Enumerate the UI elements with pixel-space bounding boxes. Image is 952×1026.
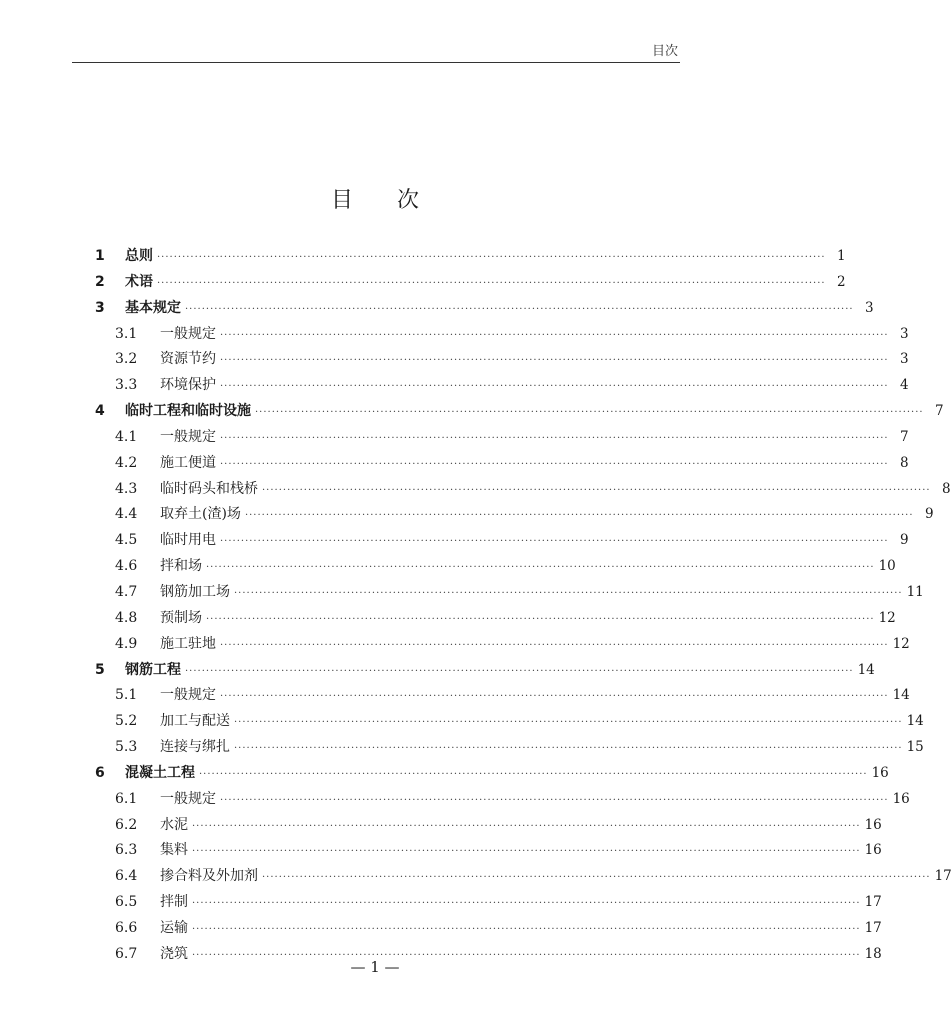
toc-entry-number: 1 [95, 248, 105, 264]
toc-entry-title: 取弃土(渣)场 [160, 506, 241, 523]
toc-entry-number: 5.2 [115, 713, 138, 730]
toc-entry-title: 钢筋加工场 [160, 583, 230, 600]
toc-entry-title: 一般规定 [160, 687, 216, 704]
toc-entry-page: 16 [864, 816, 882, 833]
toc-entry-title: 临时码头和栈桥 [160, 480, 258, 497]
toc-leader-dots: ································································································································································ [192, 820, 861, 832]
toc-entry-number: 6.6 [115, 919, 138, 936]
toc-section-entry[interactable] [95, 813, 882, 839]
toc-chapter-entry[interactable] [95, 399, 944, 425]
toc-entry-title: 施工便道 [160, 454, 216, 471]
toc-section-entry[interactable] [95, 709, 924, 735]
toc-entry-page: 14 [857, 661, 875, 678]
toc-entry-number: 6 [95, 764, 105, 781]
toc-leader-dots: ································································································································································ [220, 639, 889, 651]
toc-section-entry[interactable] [95, 580, 924, 606]
toc-entry-number: 6.3 [115, 842, 138, 859]
toc-section-entry[interactable] [95, 735, 924, 761]
toc-entry-title: 环境保护 [160, 377, 216, 394]
header-rule [72, 62, 680, 63]
toc-leader-dots: ································································································································································ [220, 536, 889, 548]
toc-entry-page: 17 [934, 868, 952, 885]
toc-entry-title: 总则 [125, 248, 153, 264]
toc-entry-number: 6.1 [115, 790, 138, 807]
toc-entry-page: 10 [878, 558, 896, 575]
toc-entry-title: 拌制 [160, 894, 188, 911]
toc-entry-number: 6.5 [115, 894, 138, 911]
toc-entry-page: 8 [942, 480, 951, 497]
toc-entry-number: 4.6 [115, 558, 138, 575]
toc-entry-page: 14 [892, 687, 910, 704]
toc-leader-dots: ································································································································································ [185, 665, 854, 677]
toc-entry-number: 3.1 [115, 325, 138, 342]
toc-chapter-entry[interactable] [95, 296, 874, 322]
toc-leader-dots: ································································································································································ [185, 303, 854, 315]
toc-entry-title: 一般规定 [160, 790, 216, 807]
toc-entry-page: 17 [864, 919, 882, 936]
toc-entry-page: 12 [878, 609, 896, 626]
toc-section-entry[interactable] [95, 916, 882, 942]
toc-section-entry[interactable] [95, 502, 934, 528]
toc-entry-title: 连接与绑扎 [160, 739, 230, 756]
toc-entry-number: 4.7 [115, 583, 138, 600]
toc-leader-dots: ································································································································································ [244, 510, 914, 522]
running-header: 目次 [651, 44, 678, 59]
toc-leader-dots: ································································································································································ [262, 872, 931, 884]
toc-chapter-entry[interactable] [95, 244, 846, 270]
toc-entry-title: 施工驻地 [160, 635, 216, 652]
toc-entry-number: 6.7 [115, 945, 138, 962]
page-number: — 1 — [350, 958, 400, 976]
toc-entry-page: 16 [864, 842, 882, 859]
toc-chapter-entry[interactable] [95, 270, 846, 296]
toc-leader-dots: ································································································································································ [220, 458, 889, 470]
toc-entry-page: 11 [906, 583, 924, 600]
toc-section-entry[interactable] [95, 606, 896, 632]
toc-leader-dots: ································································································································································ [206, 613, 875, 625]
toc-entry-title: 基本规定 [125, 299, 181, 316]
toc-entry-title: 集料 [160, 842, 188, 859]
toc-entry-title: 临时用电 [160, 532, 216, 549]
toc-entry-page: 4 [900, 377, 909, 394]
toc-entry-number: 3.3 [115, 377, 138, 394]
toc-entry-title: 水泥 [160, 816, 188, 833]
toc-entry-page: 14 [906, 713, 924, 730]
toc-entry-number: 4 [95, 403, 105, 420]
toc-entry-number: 4.4 [115, 506, 138, 523]
toc-leader-dots: ································································································································································ [234, 587, 903, 599]
toc-entry-number: 2 [95, 273, 105, 290]
toc-entry-number: 4.9 [115, 635, 138, 652]
toc-entry-number: 4.1 [115, 428, 138, 445]
toc-leader-dots: ································································································································································ [157, 277, 826, 289]
toc-entry-number: 3 [95, 299, 105, 316]
toc-entry-page: 15 [906, 739, 924, 756]
toc-entry-number: 5 [95, 661, 105, 678]
toc-section-entry[interactable] [95, 528, 909, 554]
toc-entry-number: 6.2 [115, 816, 138, 833]
toc-entry-page: 3 [865, 299, 874, 316]
toc-section-entry[interactable] [95, 347, 909, 373]
toc-leader-dots: ································································································································································ [192, 846, 861, 858]
toc-entry-title: 钢筋工程 [125, 661, 181, 678]
toc-entry-page: 8 [900, 454, 909, 471]
toc-entry-page: 1 [837, 248, 846, 264]
toc-entry-page: 7 [900, 428, 909, 445]
toc-section-entry[interactable] [95, 554, 896, 580]
toc-section-entry[interactable] [95, 683, 910, 709]
toc-entry-page: 2 [837, 273, 846, 290]
toc-entry-title: 一般规定 [160, 428, 216, 445]
toc-entry-page: 7 [935, 403, 944, 420]
toc-entry-title: 预制场 [160, 609, 202, 626]
toc-entry-page: 9 [900, 532, 909, 549]
toc-leader-dots: ································································································································································ [220, 329, 889, 341]
toc-entry-title: 临时工程和临时设施 [125, 403, 251, 420]
toc-entry-page: 16 [892, 790, 910, 807]
toc-leader-dots: ································································································································································ [262, 484, 931, 496]
toc-entry-page: 18 [864, 945, 882, 962]
toc-section-entry[interactable] [95, 632, 910, 658]
toc-entry-page: 3 [900, 325, 909, 342]
toc-leader-dots: ································································································································································ [220, 432, 889, 444]
toc-entry-number: 5.1 [115, 687, 138, 704]
toc-leader-dots: ································································································································································ [234, 717, 903, 729]
toc-entry-page: 17 [864, 894, 882, 911]
toc-leader-dots: ································································································································································ [234, 743, 903, 755]
toc-entry-title: 加工与配送 [160, 713, 230, 730]
toc-section-entry[interactable] [95, 451, 909, 477]
toc-section-entry[interactable] [95, 477, 951, 503]
toc-entry-number: 4.3 [115, 480, 138, 497]
toc-entry-page: 16 [871, 764, 889, 781]
toc-leader-dots: ································································································································································ [192, 949, 861, 961]
toc-section-entry[interactable] [95, 864, 952, 890]
toc-entry-title: 混凝土工程 [125, 764, 195, 781]
toc-leader-dots: ································································································································································ [192, 923, 861, 935]
toc-section-entry[interactable] [95, 373, 909, 399]
toc-entry-number: 4.8 [115, 609, 138, 626]
toc-entry-title: 掺合料及外加剂 [160, 868, 258, 885]
toc-entry-title: 术语 [125, 273, 153, 290]
toc-entry-page: 9 [924, 506, 934, 523]
toc-entry-title: 拌和场 [160, 558, 202, 575]
page-title: 目次 [330, 187, 463, 213]
toc-section-entry[interactable] [95, 425, 909, 451]
toc-chapter-entry[interactable] [95, 658, 875, 684]
toc-leader-dots: ································································································································································ [206, 562, 875, 574]
toc-section-entry[interactable] [95, 322, 909, 348]
toc-entry-page: 12 [892, 635, 910, 652]
table-of-contents [95, 244, 952, 968]
toc-section-entry[interactable] [95, 787, 910, 813]
toc-entry-number: 4.2 [115, 454, 138, 471]
toc-leader-dots: ································································································································································ [220, 794, 889, 806]
toc-entry-page: 3 [900, 351, 909, 368]
toc-entry-number: 4.5 [115, 532, 138, 549]
toc-leader-dots: ································································································································································ [199, 768, 868, 780]
toc-leader-dots: ································································································································································ [192, 898, 861, 910]
toc-entry-title: 浇筑 [160, 945, 188, 962]
toc-entry-number: 3.2 [115, 351, 138, 368]
toc-section-entry[interactable] [95, 838, 882, 864]
toc-leader-dots: ································································································································································ [220, 355, 889, 367]
toc-chapter-entry[interactable] [95, 761, 889, 787]
toc-leader-dots: ································································································································································ [255, 407, 924, 419]
toc-leader-dots: ································································································································································ [157, 252, 826, 263]
toc-entry-number: 6.4 [115, 868, 138, 885]
toc-entry-title: 运输 [160, 919, 188, 936]
toc-section-entry[interactable] [95, 890, 882, 916]
toc-entry-title: 资源节约 [160, 351, 216, 368]
toc-leader-dots: ································································································································································ [220, 691, 889, 703]
toc-leader-dots: ································································································································································ [220, 381, 889, 393]
toc-entry-title: 一般规定 [160, 325, 216, 342]
toc-entry-number: 5.3 [115, 739, 138, 756]
